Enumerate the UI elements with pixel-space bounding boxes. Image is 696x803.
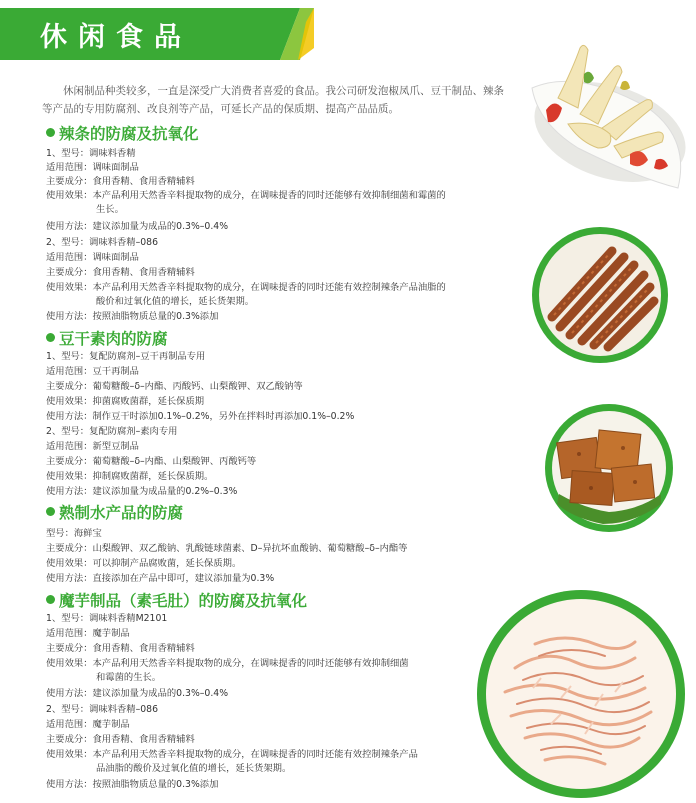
page-title: 休闲食品 <box>40 22 192 53</box>
text-line: 使用效果：可以抑制产品腐败菌，延长保质期。 <box>46 558 242 569</box>
section-title-spicy-strips: 辣条的防腐及抗氧化 <box>46 124 199 144</box>
text-line: 使用效果：本产品利用天然香辛料提取物的成分，在调味提香的同时还能够有效抑制细菌 <box>46 658 409 669</box>
text-line: 使用方法：按照油脂物质总量的0.3%添加 <box>46 311 219 322</box>
chicken-feet-photo <box>518 28 690 198</box>
bullet-dot-icon <box>46 507 55 516</box>
text-line: 主要成分：食用香精、食用香精辅料 <box>46 734 195 745</box>
text-line: 和霉菌的生长。 <box>96 672 162 683</box>
text-line: 2、型号：调味料香精–086 <box>46 237 158 248</box>
text-line: 使用方法：直接添加在产品中即可，建议添加量为0.3% <box>46 573 275 584</box>
text-line: 适用范围：豆干再制品 <box>46 366 139 377</box>
text-line: 使用方法：按照油脂物质总量的0.3%添加 <box>46 779 219 790</box>
intro-paragraph: 休闲制品种类较多，一直是深受广大消费者喜爱的食品。我公司研发泡椒凤爪、豆干制品、辣条等产品的专用防腐剂、改良剂等产品，可延长产品的保质期、提高产品品质。 <box>42 85 504 115</box>
text-line: 2、型号：调味料香精–086 <box>46 704 158 715</box>
text-line: 使用效果：本产品利用天然香辛料提取物的成分，在调味提香的同时还能有效控制辣条产品 <box>46 749 418 760</box>
section-title-tofu: 豆干素肉的防腐 <box>46 329 168 349</box>
text-line: 1、型号：调味料香精 <box>46 148 136 159</box>
text-line: 使用效果：本产品利用天然香辛料提取物的成分，在调味提香的同时还能够有效抑制细菌和霉菌的 <box>46 190 446 201</box>
text-line: 主要成分：葡萄糖酸–δ–内酯、丙酸钙、山梨酸钾、双乙酸钠等 <box>46 381 303 392</box>
konjac-tripe-photo <box>475 588 687 800</box>
text-line: 主要成分：山梨酸钾、双乙酸钠、乳酸链球菌素、D–异抗坏血酸钠、葡萄糖酸–δ–内酯等 <box>46 543 408 554</box>
tofu-photo <box>543 402 675 534</box>
text-line: 使用方法：制作豆干时添加0.1%–0.2%，另外在拌料时再添加0.1%–0.2% <box>46 411 355 422</box>
header-banner <box>0 8 314 60</box>
text-line: 适用范围：调味面制品 <box>46 252 139 263</box>
text-line: 使用方法：建议添加量为成品的0.3%–0.4% <box>46 221 229 232</box>
text-line: 主要成分：食用香精、食用香精辅料 <box>46 267 195 278</box>
text-line: 主要成分：食用香精、食用香精辅料 <box>46 643 195 654</box>
text-line: 1、型号：复配防腐剂–豆干再制品专用 <box>46 351 206 362</box>
bullet-dot-icon <box>46 128 55 137</box>
spicy-strips-photo <box>530 225 670 365</box>
text-line: 主要成分：葡萄糖酸–δ–内酯、山梨酸钾、丙酸钙等 <box>46 456 257 467</box>
text-line: 使用效果：抑菌腐败菌群，延长保质期 <box>46 396 205 407</box>
text-line: 1、型号：调味料香精M2101 <box>46 613 168 624</box>
text-line: 型号：海鲜宝 <box>46 528 102 539</box>
text-line: 适用范围：新型豆制品 <box>46 441 139 452</box>
section-title-seafood: 熟制水产品的防腐 <box>46 503 183 523</box>
text-line: 酸价和过氧化值的增长，延长货架期。 <box>96 296 255 307</box>
section-title-konjac: 魔芋制品（素毛肚）的防腐及抗氧化 <box>46 591 307 611</box>
text-line: 使用方法：建议添加量为成品的0.3%–0.4% <box>46 688 229 699</box>
text-line: 主要成分：食用香精、食用香精辅料 <box>46 176 195 187</box>
text-line: 适用范围：魔芋制品 <box>46 628 130 639</box>
text-line: 适用范围：魔芋制品 <box>46 719 130 730</box>
text-line: 使用效果：抑制腐败菌群，延长保质期。 <box>46 471 214 482</box>
text-line: 适用范围：调味面制品 <box>46 162 139 173</box>
text-line: 品油脂的酸价及过氧化值的增长，延长货架期。 <box>96 763 292 774</box>
bullet-dot-icon <box>46 595 55 604</box>
text-line: 2、型号：复配防腐剂–素肉专用 <box>46 426 178 437</box>
text-line: 使用方法：建议添加量为成品量的0.2%–0.3% <box>46 486 238 497</box>
text-line: 生长。 <box>96 204 124 215</box>
bullet-dot-icon <box>46 333 55 342</box>
text-line: 使用效果：本产品利用天然香辛料提取物的成分，在调味提香的同时还能有效控制辣条产品油脂的 <box>46 282 446 293</box>
